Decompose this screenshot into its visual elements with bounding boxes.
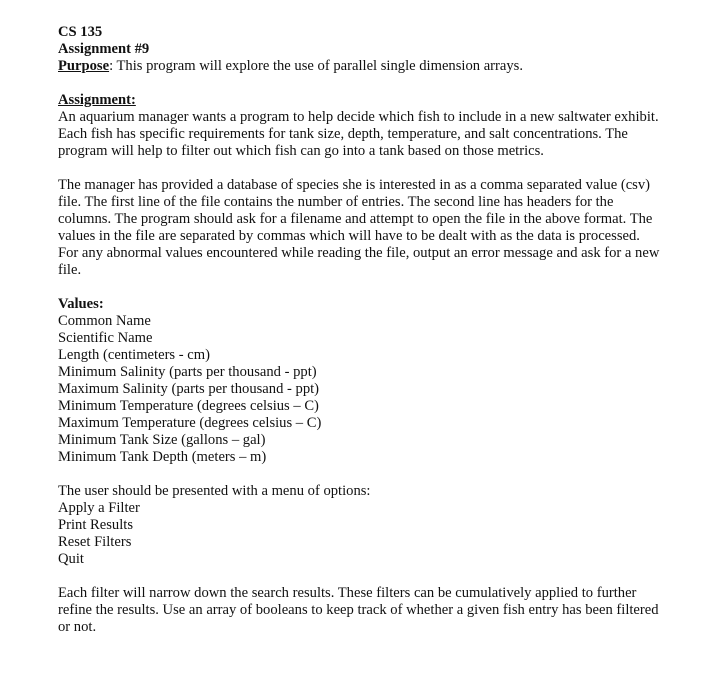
paragraph-line: or not.: [58, 619, 97, 635]
paragraph-line: The manager has provided a database of species she is interested in as a comma separated value (csv): [58, 177, 651, 193]
value-item: Scientific Name: [58, 330, 153, 346]
value-item: Minimum Temperature (degrees celsius – C): [58, 398, 319, 414]
filters-paragraph: [58, 585, 678, 636]
purpose-text: : This program will explore the use of parallel single dimension arrays.: [109, 58, 524, 74]
assignment-paragraph-1: [58, 109, 678, 160]
paragraph-line: refine the results. Use an array of booleans to keep track of whether a given fish entry has been filtered: [58, 602, 659, 618]
purpose-label: Purpose: [58, 58, 110, 74]
assignment-heading: Assignment:: [58, 92, 136, 108]
paragraph-line: values in the file are separated by commas which will have to be dealt with as the data is processed.: [58, 228, 640, 244]
menu-option: Apply a Filter: [58, 500, 140, 516]
paragraph-line: file.: [58, 262, 82, 278]
menu-options-list: [58, 500, 678, 568]
paragraph-line: Each fish has specific requirements for tank size, depth, temperature, and salt concentrations. The: [58, 126, 628, 142]
value-item: Maximum Temperature (degrees celsius – C): [58, 415, 322, 431]
paragraph-line: An aquarium manager wants a program to help decide which fish to include in a new saltwater exhibit.: [58, 109, 659, 125]
purpose-line: [58, 58, 678, 75]
value-item: Common Name: [58, 313, 151, 329]
menu-intro: The user should be presented with a menu of options:: [58, 483, 371, 499]
values-heading: Values:: [58, 296, 104, 312]
value-item: Length (centimeters - cm): [58, 347, 210, 363]
menu-option: Print Results: [58, 517, 134, 533]
document-page: [58, 24, 678, 636]
values-list: [58, 313, 678, 466]
value-item: Maximum Salinity (parts per thousand - ppt): [58, 381, 320, 397]
paragraph-line: program will help to filter out which fish can go into a tank based on those metrics.: [58, 143, 544, 159]
value-item: Minimum Tank Depth (meters – m): [58, 449, 267, 465]
value-item: Minimum Tank Size (gallons – gal): [58, 432, 266, 448]
course-title: CS 135: [58, 24, 103, 40]
assignment-number: Assignment #9: [58, 41, 150, 57]
paragraph-line: For any abnormal values encountered while reading the file, output an error message and ask for a new: [58, 245, 660, 261]
paragraph-line: file. The first line of the file contains the number of entries. The second line has headers for the: [58, 194, 614, 210]
menu-option: Quit: [58, 551, 84, 567]
value-item: Minimum Salinity (parts per thousand - ppt): [58, 364, 317, 380]
assignment-paragraph-2: [58, 177, 678, 279]
paragraph-line: columns. The program should ask for a filename and attempt to open the file in the above format. The: [58, 211, 653, 227]
paragraph-line: Each filter will narrow down the search results. These filters can be cumulatively applied to further: [58, 585, 637, 601]
menu-option: Reset Filters: [58, 534, 132, 550]
